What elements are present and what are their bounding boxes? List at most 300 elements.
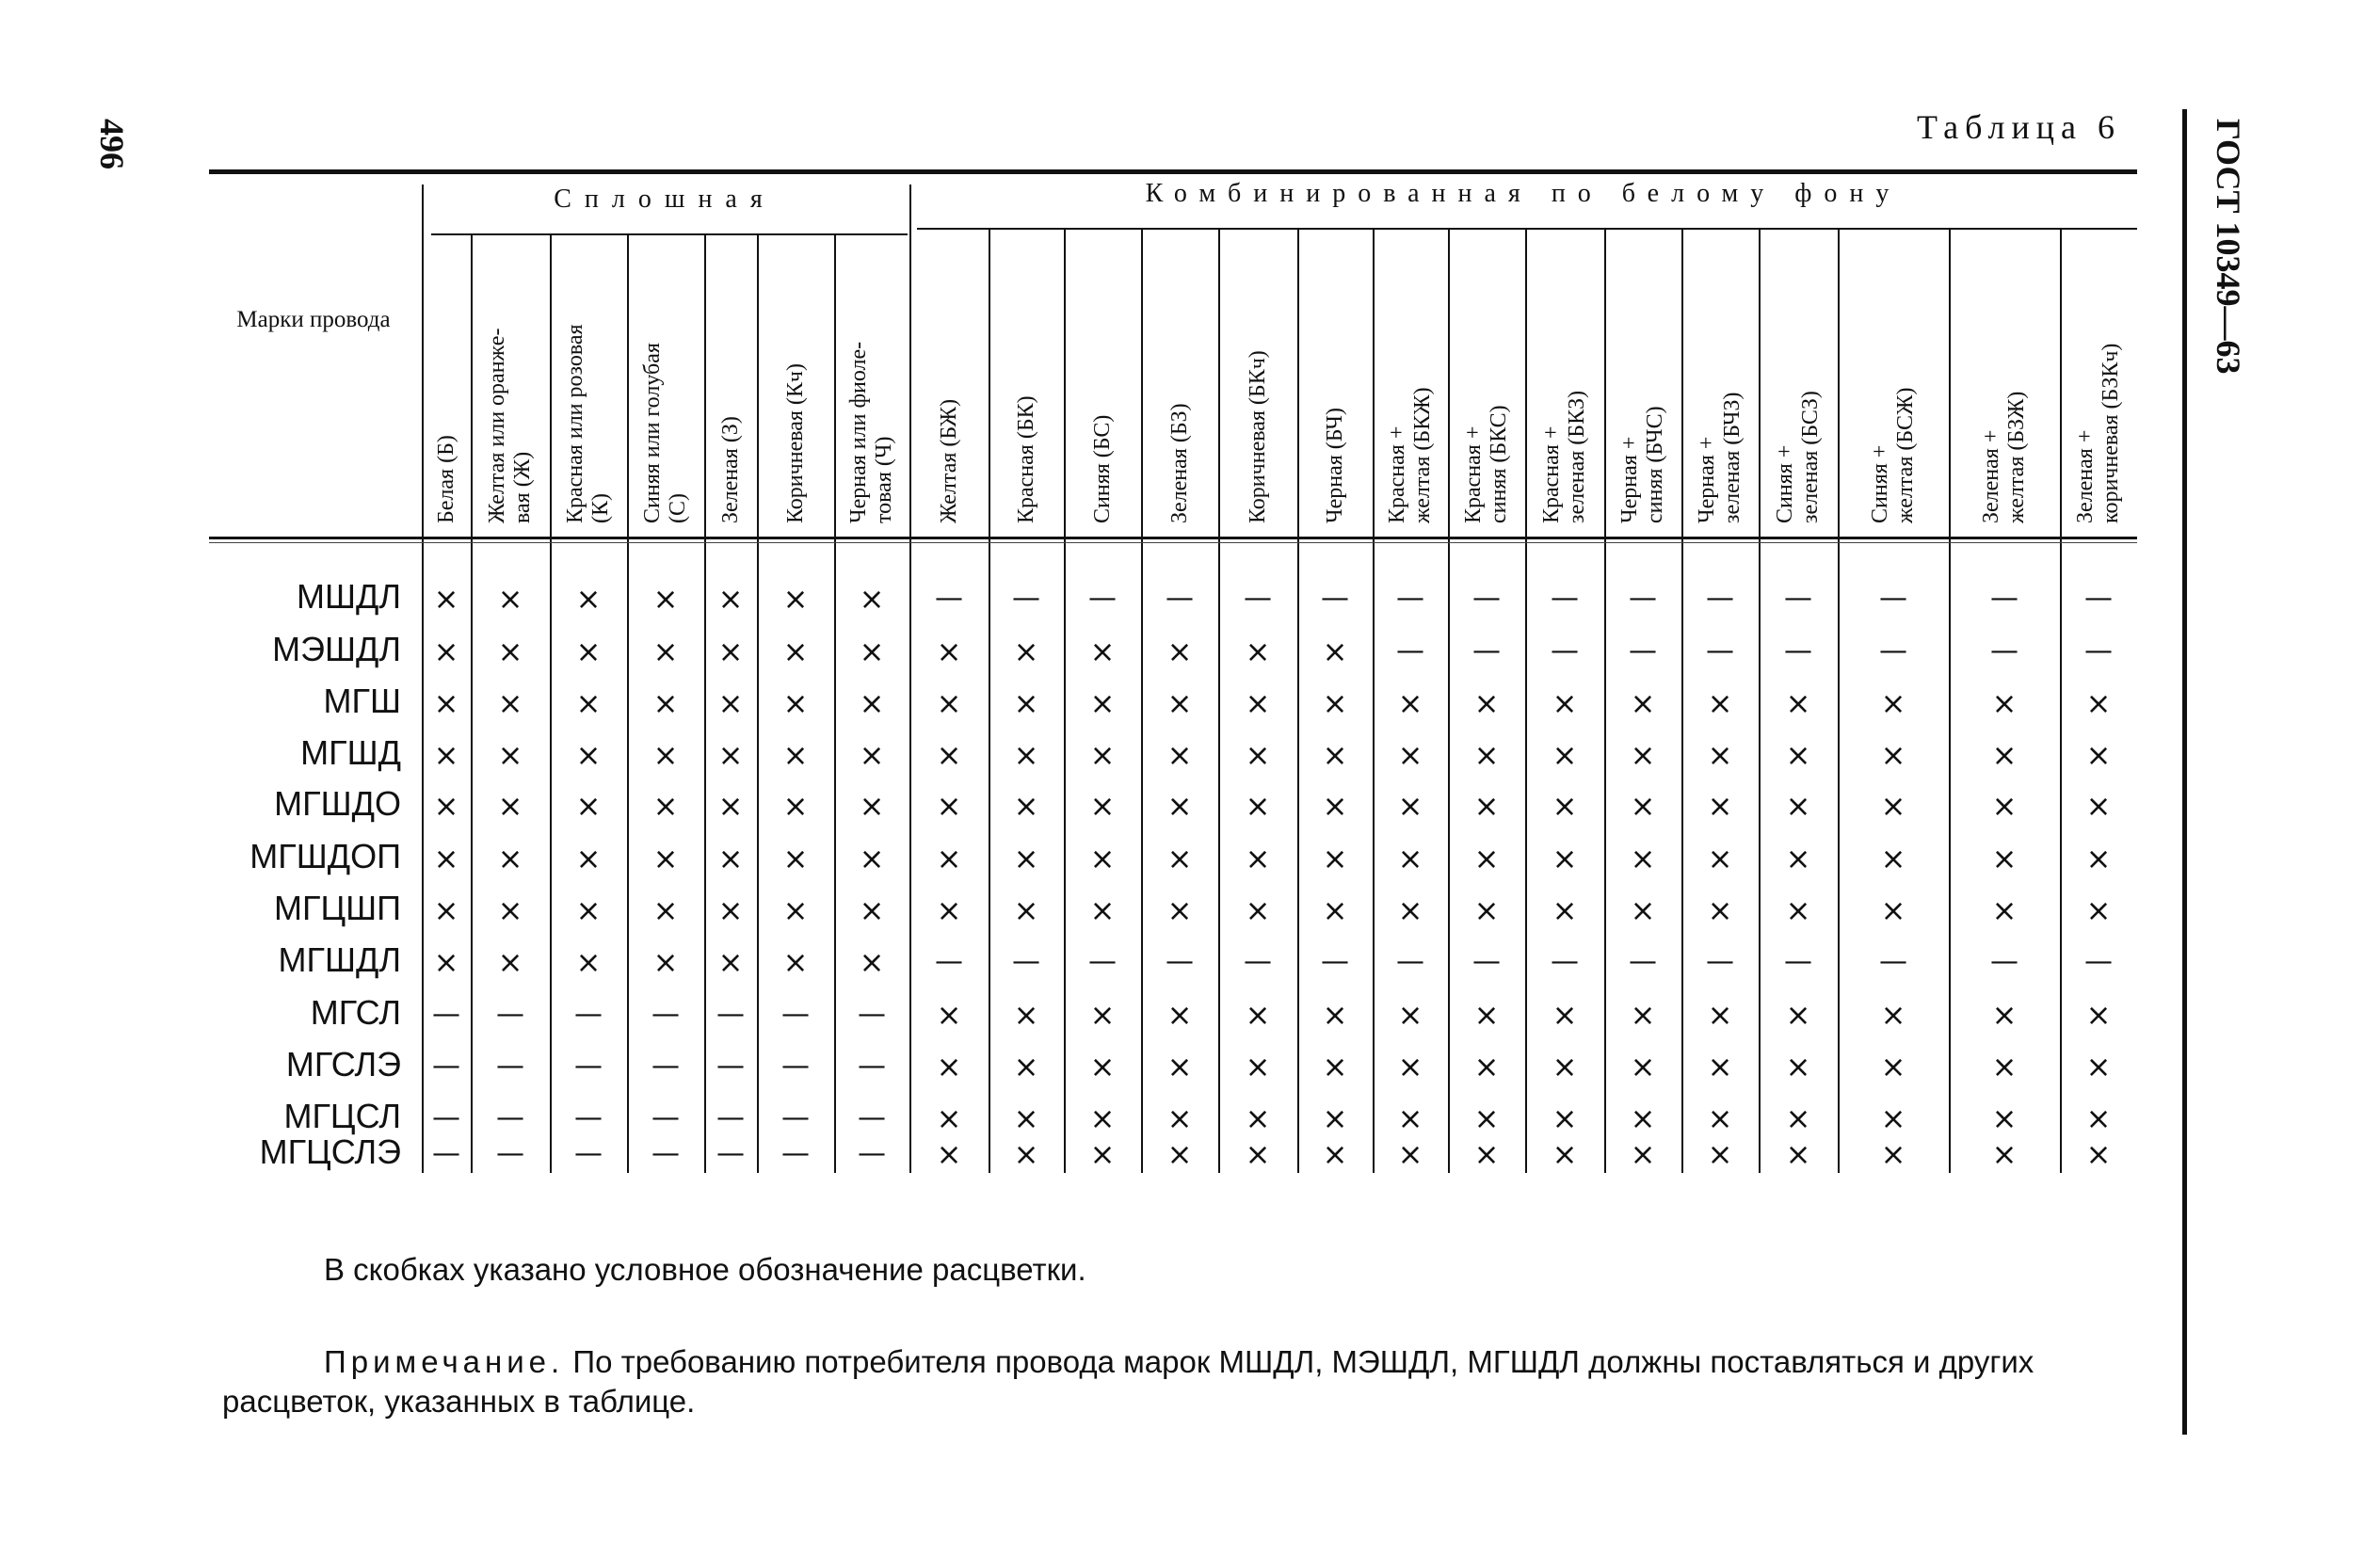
available-mark: × xyxy=(1473,997,1500,1033)
column-header: Красная + желтая (БКЖ) xyxy=(1385,387,1435,523)
available-mark: × xyxy=(1397,1136,1423,1172)
available-mark: × xyxy=(859,892,885,928)
unavailable-dash: — xyxy=(496,998,524,1031)
column-header: Черная (БЧ) xyxy=(1322,408,1347,523)
available-mark: × xyxy=(936,685,962,721)
brand-label: МГСЛЭ xyxy=(285,1045,401,1083)
unavailable-dash: — xyxy=(1784,945,1812,978)
available-mark: × xyxy=(1991,841,2018,876)
available-mark: × xyxy=(497,788,523,824)
unavailable-dash: — xyxy=(651,1137,680,1170)
unavailable-dash: — xyxy=(1321,945,1349,978)
available-mark: × xyxy=(1707,1100,1733,1136)
column-header: Зеленая + желтая (БЗЖ) xyxy=(1979,391,2029,523)
available-mark: × xyxy=(1630,1136,1656,1172)
unavailable-dash: — xyxy=(716,1137,745,1170)
unavailable-dash: — xyxy=(1321,582,1349,615)
available-mark: × xyxy=(1245,997,1271,1033)
available-mark: × xyxy=(433,944,459,980)
available-mark: × xyxy=(859,685,885,721)
available-mark: × xyxy=(717,685,744,721)
unavailable-dash: — xyxy=(935,582,963,615)
available-mark: × xyxy=(1785,788,1811,824)
available-mark: × xyxy=(1473,1100,1500,1136)
available-mark: × xyxy=(782,944,809,980)
column-divider xyxy=(1604,228,1606,1173)
available-mark: × xyxy=(1552,1136,1578,1172)
available-mark: × xyxy=(1785,892,1811,928)
available-mark: × xyxy=(859,944,885,980)
available-mark: × xyxy=(1322,788,1348,824)
available-mark: × xyxy=(717,788,744,824)
available-mark: × xyxy=(936,841,962,876)
available-mark: × xyxy=(717,737,744,773)
unavailable-dash: — xyxy=(651,1050,680,1083)
available-mark: × xyxy=(1473,892,1500,928)
available-mark: × xyxy=(1473,1049,1500,1084)
available-mark: × xyxy=(936,1100,962,1136)
available-mark: × xyxy=(782,841,809,876)
available-mark: × xyxy=(1322,634,1348,669)
available-mark: × xyxy=(1322,1049,1348,1084)
unavailable-dash: — xyxy=(1396,634,1424,667)
column-divider xyxy=(1525,228,1527,1173)
available-mark: × xyxy=(433,634,459,669)
brand-column-header: Марки провода xyxy=(236,307,391,332)
unavailable-dash: — xyxy=(781,998,810,1031)
column-divider xyxy=(1759,228,1761,1173)
column-divider xyxy=(1064,228,1066,1173)
group-header-combined: Комбинированная по белому фону xyxy=(1145,179,1902,208)
available-mark: × xyxy=(1322,997,1348,1033)
unavailable-dash: — xyxy=(1244,582,1272,615)
available-mark: × xyxy=(1089,685,1116,721)
available-mark: × xyxy=(1707,841,1733,876)
available-mark: × xyxy=(497,841,523,876)
available-mark: × xyxy=(1089,841,1116,876)
group-underline-combined xyxy=(917,228,2137,230)
unavailable-dash: — xyxy=(716,998,745,1031)
available-mark: × xyxy=(1552,737,1578,773)
available-mark: × xyxy=(1322,1100,1348,1136)
available-mark: × xyxy=(782,581,809,617)
column-header: Желтая или оранже- вая (Ж) xyxy=(485,328,535,523)
available-mark: × xyxy=(1630,737,1656,773)
available-mark: × xyxy=(433,685,459,721)
unavailable-dash: — xyxy=(496,1137,524,1170)
available-mark: × xyxy=(1880,788,1906,824)
available-mark: × xyxy=(575,788,602,824)
unavailable-dash: — xyxy=(651,998,680,1031)
unavailable-dash: — xyxy=(1088,945,1117,978)
available-mark: × xyxy=(575,944,602,980)
available-mark: × xyxy=(433,788,459,824)
unavailable-dash: — xyxy=(2084,634,2113,667)
available-mark: × xyxy=(1473,1136,1500,1172)
available-mark: × xyxy=(1707,737,1733,773)
group-underline-solid xyxy=(431,233,908,235)
available-mark: × xyxy=(1991,685,2018,721)
available-mark: × xyxy=(2085,1136,2112,1172)
available-mark: × xyxy=(1785,1100,1811,1136)
unavailable-dash: — xyxy=(716,1101,745,1134)
unavailable-dash: — xyxy=(858,1101,886,1134)
available-mark: × xyxy=(1991,997,2018,1033)
unavailable-dash: — xyxy=(574,1137,603,1170)
unavailable-dash: — xyxy=(1879,582,1907,615)
available-mark: × xyxy=(1991,1100,2018,1136)
available-mark: × xyxy=(1397,841,1423,876)
unavailable-dash: — xyxy=(1551,945,1579,978)
available-mark: × xyxy=(497,892,523,928)
available-mark: × xyxy=(1991,1049,2018,1084)
available-mark: × xyxy=(1089,788,1116,824)
available-mark: × xyxy=(1013,1136,1039,1172)
available-mark: × xyxy=(652,737,679,773)
available-mark: × xyxy=(1013,788,1039,824)
available-mark: × xyxy=(433,737,459,773)
unavailable-dash: — xyxy=(1472,634,1501,667)
remark-paragraph xyxy=(222,1342,2152,1421)
available-mark: × xyxy=(2085,892,2112,928)
unavailable-dash: — xyxy=(1879,945,1907,978)
available-mark: × xyxy=(1785,997,1811,1033)
brand-label: МГШ xyxy=(323,682,401,720)
unavailable-dash: — xyxy=(1706,582,1734,615)
available-mark: × xyxy=(1322,737,1348,773)
available-mark: × xyxy=(1166,737,1193,773)
legend-note: В скобках указано условное обозначение расцветки. xyxy=(324,1252,1086,1287)
available-mark: × xyxy=(1991,788,2018,824)
available-mark: × xyxy=(1089,634,1116,669)
available-mark: × xyxy=(497,634,523,669)
available-mark: × xyxy=(575,892,602,928)
available-mark: × xyxy=(1245,788,1271,824)
available-mark: × xyxy=(1166,1100,1193,1136)
unavailable-dash: — xyxy=(1472,582,1501,615)
unavailable-dash: — xyxy=(1990,634,2018,667)
available-mark: × xyxy=(1322,892,1348,928)
unavailable-dash: — xyxy=(432,1101,460,1134)
available-mark: × xyxy=(782,737,809,773)
column-header: Красная (БК) xyxy=(1013,395,1038,523)
available-mark: × xyxy=(1089,737,1116,773)
available-mark: × xyxy=(1089,1049,1116,1084)
available-mark: × xyxy=(1245,892,1271,928)
available-mark: × xyxy=(1245,685,1271,721)
column-divider xyxy=(1838,228,1840,1173)
unavailable-dash: — xyxy=(1396,945,1424,978)
available-mark: × xyxy=(1785,1136,1811,1172)
available-mark: × xyxy=(1322,1136,1348,1172)
unavailable-dash: — xyxy=(496,1101,524,1134)
available-mark: × xyxy=(859,788,885,824)
column-header: Синяя + зеленая (БСЗ) xyxy=(1773,391,1823,523)
column-header: Зеленая (БЗ) xyxy=(1166,403,1192,523)
available-mark: × xyxy=(1397,997,1423,1033)
available-mark: × xyxy=(1991,737,2018,773)
available-mark: × xyxy=(1013,841,1039,876)
available-mark: × xyxy=(1013,737,1039,773)
available-mark: × xyxy=(652,841,679,876)
column-header: Черная + зеленая (БЧЗ) xyxy=(1695,392,1745,523)
available-mark: × xyxy=(1630,997,1656,1033)
available-mark: × xyxy=(1707,892,1733,928)
available-mark: × xyxy=(1880,1136,1906,1172)
available-mark: × xyxy=(1630,788,1656,824)
unavailable-dash: — xyxy=(1166,582,1194,615)
column-header: Зеленая (З) xyxy=(717,416,743,523)
unavailable-dash: — xyxy=(1990,945,2018,978)
unavailable-dash: — xyxy=(1396,582,1424,615)
unavailable-dash: — xyxy=(858,998,886,1031)
unavailable-dash: — xyxy=(1472,945,1501,978)
available-mark: × xyxy=(1552,997,1578,1033)
available-mark: × xyxy=(1245,1136,1271,1172)
available-mark: × xyxy=(1630,892,1656,928)
column-header: Черная + синяя (БЧС) xyxy=(1617,406,1667,523)
column-divider xyxy=(834,233,836,1173)
available-mark: × xyxy=(1089,1136,1116,1172)
available-mark: × xyxy=(936,788,962,824)
available-mark: × xyxy=(497,737,523,773)
unavailable-dash: — xyxy=(496,1050,524,1083)
column-header: Черная или фиоле- товая (Ч) xyxy=(846,341,896,523)
available-mark: × xyxy=(1785,685,1811,721)
available-mark: × xyxy=(1089,997,1116,1033)
brand-label: МГЦСЛЭ xyxy=(259,1132,401,1171)
unavailable-dash: — xyxy=(2084,582,2113,615)
available-mark: × xyxy=(859,634,885,669)
unavailable-dash: — xyxy=(1551,582,1579,615)
column-divider xyxy=(1297,228,1299,1173)
available-mark: × xyxy=(1473,737,1500,773)
table-top-rule xyxy=(209,169,2137,174)
available-mark: × xyxy=(1880,892,1906,928)
available-mark: × xyxy=(652,581,679,617)
available-mark: × xyxy=(936,892,962,928)
unavailable-dash: — xyxy=(858,1050,886,1083)
available-mark: × xyxy=(652,788,679,824)
available-mark: × xyxy=(782,685,809,721)
available-mark: × xyxy=(1785,737,1811,773)
column-header: Синяя или голубая (С) xyxy=(640,343,690,523)
column-divider xyxy=(627,233,629,1173)
available-mark: × xyxy=(1245,737,1271,773)
available-mark: × xyxy=(652,634,679,669)
column-divider xyxy=(1141,228,1143,1173)
available-mark: × xyxy=(1707,788,1733,824)
available-mark: × xyxy=(1630,1100,1656,1136)
available-mark: × xyxy=(1245,1049,1271,1084)
available-mark: × xyxy=(2085,841,2112,876)
unavailable-dash: — xyxy=(432,1050,460,1083)
available-mark: × xyxy=(497,581,523,617)
remark-label: Примечание. xyxy=(324,1344,565,1379)
document-standard-label: ГОСТ 10349—63 xyxy=(2210,119,2247,375)
available-mark: × xyxy=(1552,841,1578,876)
column-divider xyxy=(989,228,990,1173)
available-mark: × xyxy=(1245,634,1271,669)
available-mark: × xyxy=(1397,1049,1423,1084)
available-mark: × xyxy=(1166,892,1193,928)
available-mark: × xyxy=(1880,841,1906,876)
available-mark: × xyxy=(2085,737,2112,773)
brand-label: МГШД xyxy=(300,733,401,772)
available-mark: × xyxy=(1013,997,1039,1033)
available-mark: × xyxy=(1166,841,1193,876)
available-mark: × xyxy=(497,685,523,721)
available-mark: × xyxy=(1245,1100,1271,1136)
available-mark: × xyxy=(1630,841,1656,876)
unavailable-dash: — xyxy=(1784,582,1812,615)
available-mark: × xyxy=(1473,685,1500,721)
available-mark: × xyxy=(1397,892,1423,928)
available-mark: × xyxy=(1089,1100,1116,1136)
column-header: Коричневая (Кч) xyxy=(782,363,808,523)
available-mark: × xyxy=(1013,892,1039,928)
unavailable-dash: — xyxy=(1166,945,1194,978)
available-mark: × xyxy=(1166,788,1193,824)
available-mark: × xyxy=(1991,892,2018,928)
column-header: Зеленая + коричневая (БЗКч) xyxy=(2073,343,2123,523)
available-mark: × xyxy=(1397,1100,1423,1136)
available-mark: × xyxy=(575,581,602,617)
brand-label: МГЦШП xyxy=(274,889,401,927)
group-header-solid: Сплошная xyxy=(554,185,776,214)
available-mark: × xyxy=(1991,1136,2018,1172)
available-mark: × xyxy=(1707,1136,1733,1172)
available-mark: × xyxy=(717,892,744,928)
available-mark: × xyxy=(433,841,459,876)
unavailable-dash: — xyxy=(1012,582,1040,615)
unavailable-dash: — xyxy=(716,1050,745,1083)
available-mark: × xyxy=(1707,997,1733,1033)
available-mark: × xyxy=(1013,1049,1039,1084)
available-mark: × xyxy=(782,892,809,928)
available-mark: × xyxy=(1552,685,1578,721)
unavailable-dash: — xyxy=(935,945,963,978)
header-bottom-rule xyxy=(209,537,2137,539)
available-mark: × xyxy=(1166,997,1193,1033)
unavailable-dash: — xyxy=(1706,945,1734,978)
available-mark: × xyxy=(1707,685,1733,721)
unavailable-dash: — xyxy=(1629,945,1657,978)
unavailable-dash: — xyxy=(651,1101,680,1134)
available-mark: × xyxy=(575,841,602,876)
column-divider xyxy=(1949,228,1951,1173)
column-header: Красная + зеленая (БКЗ) xyxy=(1539,390,1589,523)
available-mark: × xyxy=(1880,685,1906,721)
available-mark: × xyxy=(2085,685,2112,721)
available-mark: × xyxy=(433,892,459,928)
available-mark: × xyxy=(782,634,809,669)
column-divider xyxy=(909,185,911,1173)
header-bottom-rule-thin xyxy=(209,542,2137,543)
available-mark: × xyxy=(717,841,744,876)
column-divider xyxy=(550,233,552,1173)
unavailable-dash: — xyxy=(1629,634,1657,667)
unavailable-dash: — xyxy=(2084,945,2113,978)
brand-label: МГШДЛ xyxy=(278,940,401,979)
available-mark: × xyxy=(936,1049,962,1084)
available-mark: × xyxy=(1785,1049,1811,1084)
available-mark: × xyxy=(2085,1100,2112,1136)
available-mark: × xyxy=(717,581,744,617)
available-mark: × xyxy=(1552,892,1578,928)
available-mark: × xyxy=(1013,1100,1039,1136)
available-mark: × xyxy=(936,997,962,1033)
available-mark: × xyxy=(1166,1136,1193,1172)
available-mark: × xyxy=(2085,997,2112,1033)
available-mark: × xyxy=(1880,1100,1906,1136)
brand-label: МГЦСЛ xyxy=(283,1097,401,1135)
available-mark: × xyxy=(1785,841,1811,876)
column-header: Белая (Б) xyxy=(433,435,458,523)
column-header: Синяя (БС) xyxy=(1089,414,1115,523)
available-mark: × xyxy=(1880,737,1906,773)
available-mark: × xyxy=(782,788,809,824)
unavailable-dash: — xyxy=(574,1050,603,1083)
unavailable-dash: — xyxy=(1784,634,1812,667)
available-mark: × xyxy=(936,1136,962,1172)
available-mark: × xyxy=(717,944,744,980)
available-mark: × xyxy=(936,634,962,669)
brand-label: МГШДОП xyxy=(249,837,401,875)
unavailable-dash: — xyxy=(1990,582,2018,615)
available-mark: × xyxy=(1013,685,1039,721)
available-mark: × xyxy=(1166,685,1193,721)
available-mark: × xyxy=(1473,788,1500,824)
unavailable-dash: — xyxy=(1012,945,1040,978)
column-divider xyxy=(1448,228,1450,1173)
column-header: Желтая (БЖ) xyxy=(936,398,961,523)
remark-text: По требованию потребителя провода марок МШДЛ, МЭШДЛ, МГШДЛ должны поставляться и других расцветок, указанных в таблице. xyxy=(222,1344,2034,1419)
available-mark: × xyxy=(717,634,744,669)
available-mark: × xyxy=(1245,841,1271,876)
available-mark: × xyxy=(575,685,602,721)
brand-label: МГСЛ xyxy=(310,993,401,1032)
unavailable-dash: — xyxy=(781,1050,810,1083)
unavailable-dash: — xyxy=(1879,634,1907,667)
column-header: Синяя + желтая (БСЖ) xyxy=(1868,387,1918,523)
brand-label: МЭШДЛ xyxy=(272,630,401,668)
available-mark: × xyxy=(859,841,885,876)
available-mark: × xyxy=(1166,1049,1193,1084)
available-mark: × xyxy=(1880,997,1906,1033)
unavailable-dash: — xyxy=(781,1101,810,1134)
column-header: Красная или розовая (К) xyxy=(563,324,613,523)
available-mark: × xyxy=(652,892,679,928)
available-mark: × xyxy=(1166,634,1193,669)
unavailable-dash: — xyxy=(1244,945,1272,978)
available-mark: × xyxy=(1397,788,1423,824)
column-divider xyxy=(1681,228,1683,1173)
available-mark: × xyxy=(1880,1049,1906,1084)
available-mark: × xyxy=(1552,1100,1578,1136)
table-title: Таблица 6 xyxy=(1917,108,2121,146)
available-mark: × xyxy=(1013,634,1039,669)
column-divider xyxy=(1218,228,1220,1173)
right-margin-rule xyxy=(2182,109,2187,1435)
available-mark: × xyxy=(1473,841,1500,876)
unavailable-dash: — xyxy=(432,998,460,1031)
available-mark: × xyxy=(936,737,962,773)
unavailable-dash: — xyxy=(574,998,603,1031)
column-divider xyxy=(2060,228,2062,1173)
available-mark: × xyxy=(859,581,885,617)
available-mark: × xyxy=(1707,1049,1733,1084)
